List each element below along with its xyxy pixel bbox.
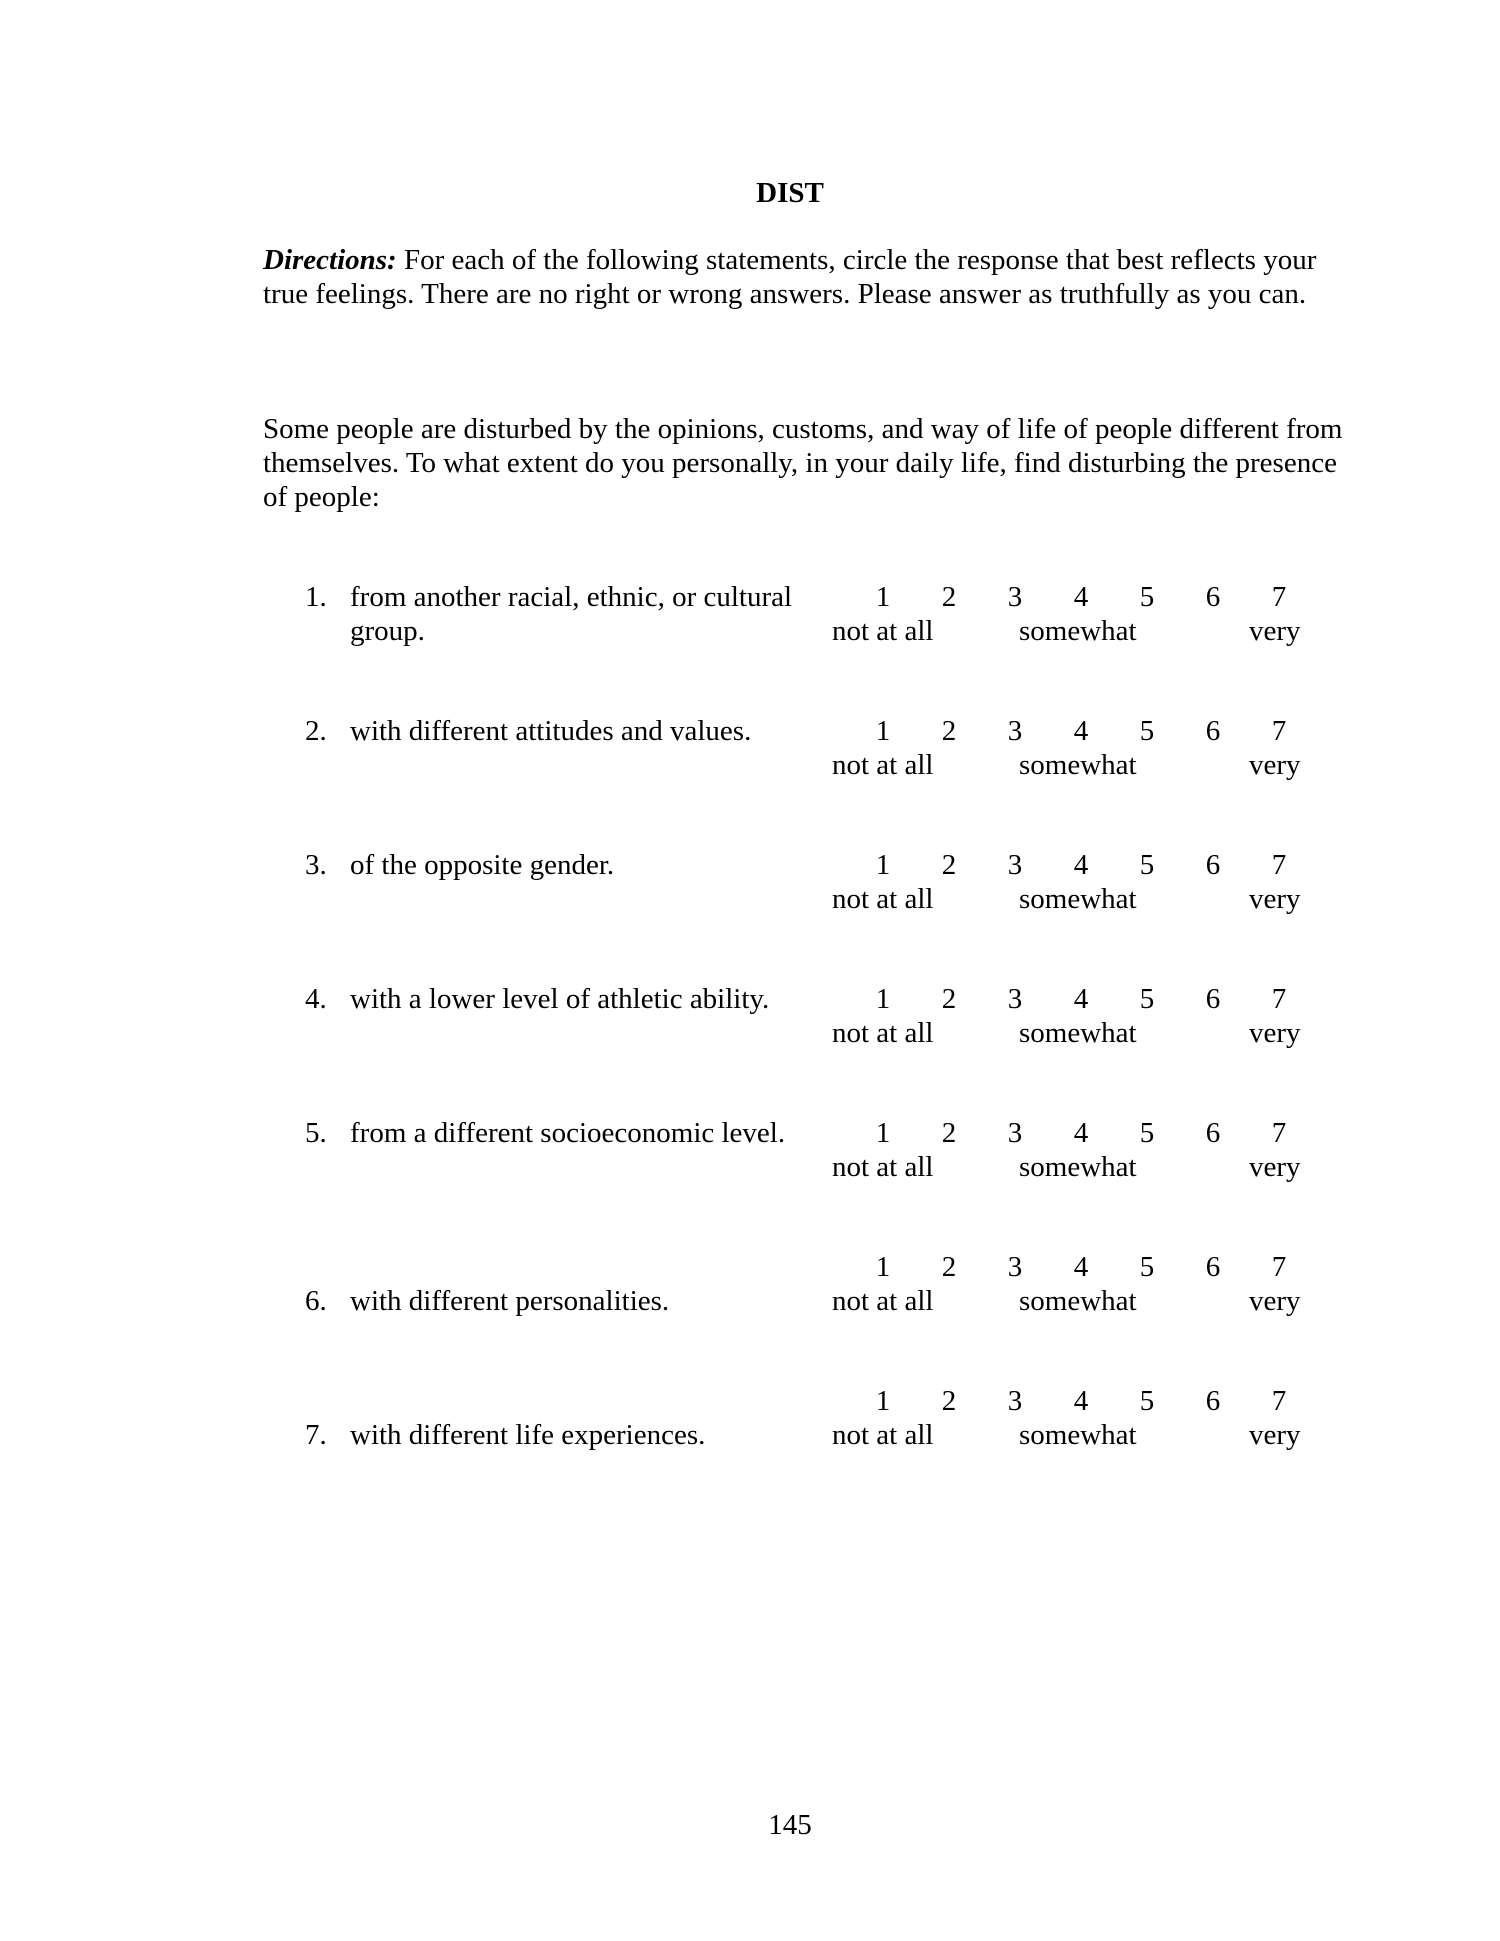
anchor-very: very bbox=[1249, 1285, 1301, 1317]
scale-option-5[interactable]: 5 bbox=[1139, 983, 1155, 1015]
scale-option-2[interactable]: 2 bbox=[941, 983, 957, 1015]
scale-option-1[interactable]: 1 bbox=[875, 715, 891, 747]
scale-option-4[interactable]: 4 bbox=[1073, 1385, 1089, 1417]
scale-option-7[interactable]: 7 bbox=[1271, 983, 1287, 1015]
anchor-very: very bbox=[1249, 1419, 1301, 1451]
scale-option-7[interactable]: 7 bbox=[1271, 581, 1287, 613]
scale-option-4[interactable]: 4 bbox=[1073, 849, 1089, 881]
scale-option-2[interactable]: 2 bbox=[941, 581, 957, 613]
anchor-somewhat: somewhat bbox=[1019, 749, 1137, 781]
scale-option-6[interactable]: 6 bbox=[1205, 581, 1221, 613]
scale-option-3[interactable]: 3 bbox=[1007, 715, 1023, 747]
page-title: DIST bbox=[756, 177, 824, 209]
directions-label: Directions: bbox=[263, 244, 397, 276]
item-text: from a different socioeconomic level. bbox=[350, 1117, 786, 1149]
anchor-not-at-all: not at all bbox=[832, 1419, 934, 1451]
directions-text: For each of the following statements, circle the response that best reflects your true feelings. There are no right or wrong answers. Please answer as truthfully as you can. bbox=[263, 244, 1317, 310]
survey-item-5 bbox=[0, 1116, 1500, 1184]
anchor-somewhat: somewhat bbox=[1019, 883, 1137, 915]
anchor-not-at-all: not at all bbox=[832, 749, 934, 781]
scale-option-6[interactable]: 6 bbox=[1205, 715, 1221, 747]
survey-item-3 bbox=[0, 848, 1500, 916]
scale-option-2[interactable]: 2 bbox=[941, 1251, 957, 1283]
scale-option-5[interactable]: 5 bbox=[1139, 1117, 1155, 1149]
scale-option-5[interactable]: 5 bbox=[1139, 1385, 1155, 1417]
scale-option-7[interactable]: 7 bbox=[1271, 715, 1287, 747]
scale-option-2[interactable]: 2 bbox=[941, 849, 957, 881]
item-number: 3. bbox=[305, 849, 327, 881]
scale-option-1[interactable]: 1 bbox=[875, 581, 891, 613]
scale-option-6[interactable]: 6 bbox=[1205, 1385, 1221, 1417]
item-number: 7. bbox=[305, 1419, 327, 1451]
scale-option-5[interactable]: 5 bbox=[1139, 1251, 1155, 1283]
scale-option-6[interactable]: 6 bbox=[1205, 1117, 1221, 1149]
anchor-not-at-all: not at all bbox=[832, 1017, 934, 1049]
anchor-somewhat: somewhat bbox=[1019, 1017, 1137, 1049]
scale-option-3[interactable]: 3 bbox=[1007, 1251, 1023, 1283]
scale-option-3[interactable]: 3 bbox=[1007, 849, 1023, 881]
scale-option-4[interactable]: 4 bbox=[1073, 1251, 1089, 1283]
anchor-somewhat: somewhat bbox=[1019, 1151, 1137, 1183]
survey-item-2 bbox=[0, 714, 1500, 782]
anchor-somewhat: somewhat bbox=[1019, 1419, 1137, 1451]
scale-option-3[interactable]: 3 bbox=[1007, 581, 1023, 613]
anchor-not-at-all: not at all bbox=[832, 1285, 934, 1317]
item-text: of the opposite gender. bbox=[350, 849, 615, 881]
scale-option-2[interactable]: 2 bbox=[941, 715, 957, 747]
scale-option-7[interactable]: 7 bbox=[1271, 1251, 1287, 1283]
scale-option-3[interactable]: 3 bbox=[1007, 1117, 1023, 1149]
scale-option-1[interactable]: 1 bbox=[875, 983, 891, 1015]
scale-option-4[interactable]: 4 bbox=[1073, 581, 1089, 613]
item-text: with different personalities. bbox=[350, 1285, 670, 1317]
scale-option-7[interactable]: 7 bbox=[1271, 849, 1287, 881]
scale-option-7[interactable]: 7 bbox=[1271, 1117, 1287, 1149]
scale-option-2[interactable]: 2 bbox=[941, 1385, 957, 1417]
item-number: 1. bbox=[305, 581, 327, 613]
anchor-somewhat: somewhat bbox=[1019, 615, 1137, 647]
scale-option-1[interactable]: 1 bbox=[875, 849, 891, 881]
item-text: from another racial, ethnic, or cultural group. bbox=[350, 581, 793, 647]
anchor-very: very bbox=[1249, 1151, 1301, 1183]
item-number: 6. bbox=[305, 1285, 327, 1317]
survey-item-4 bbox=[0, 982, 1500, 1050]
scale-option-4[interactable]: 4 bbox=[1073, 983, 1089, 1015]
scale-option-2[interactable]: 2 bbox=[941, 1117, 957, 1149]
scale-option-1[interactable]: 1 bbox=[875, 1117, 891, 1149]
scale-option-6[interactable]: 6 bbox=[1205, 1251, 1221, 1283]
intro-paragraph: Some people are disturbed by the opinions, customs, and way of life of people different from themselves. To what extent do you personally, in your daily life, find disturbing the presence of people: bbox=[263, 413, 1343, 513]
anchor-somewhat: somewhat bbox=[1019, 1285, 1137, 1317]
anchor-very: very bbox=[1249, 883, 1301, 915]
scale-option-5[interactable]: 5 bbox=[1139, 849, 1155, 881]
item-number: 4. bbox=[305, 983, 327, 1015]
scale-option-4[interactable]: 4 bbox=[1073, 715, 1089, 747]
survey-item-1 bbox=[0, 580, 1500, 648]
anchor-very: very bbox=[1249, 615, 1301, 647]
anchor-not-at-all: not at all bbox=[832, 615, 934, 647]
anchor-very: very bbox=[1249, 749, 1301, 781]
survey-item-7 bbox=[0, 1384, 1500, 1452]
scale-option-1[interactable]: 1 bbox=[875, 1385, 891, 1417]
scale-option-1[interactable]: 1 bbox=[875, 1251, 891, 1283]
scale-option-4[interactable]: 4 bbox=[1073, 1117, 1089, 1149]
scale-option-3[interactable]: 3 bbox=[1007, 983, 1023, 1015]
item-text: with different life experiences. bbox=[350, 1419, 706, 1451]
anchor-not-at-all: not at all bbox=[832, 1151, 934, 1183]
survey-item-6 bbox=[0, 1250, 1500, 1318]
item-number: 5. bbox=[305, 1117, 327, 1149]
scale-option-6[interactable]: 6 bbox=[1205, 983, 1221, 1015]
page-number: 145 bbox=[768, 1809, 812, 1841]
scale-option-5[interactable]: 5 bbox=[1139, 715, 1155, 747]
scale-option-5[interactable]: 5 bbox=[1139, 581, 1155, 613]
item-number: 2. bbox=[305, 715, 327, 747]
anchor-very: very bbox=[1249, 1017, 1301, 1049]
scale-option-7[interactable]: 7 bbox=[1271, 1385, 1287, 1417]
anchor-not-at-all: not at all bbox=[832, 883, 934, 915]
scale-option-6[interactable]: 6 bbox=[1205, 849, 1221, 881]
item-text: with a lower level of athletic ability. bbox=[350, 983, 770, 1015]
scale-option-3[interactable]: 3 bbox=[1007, 1385, 1023, 1417]
item-text: with different attitudes and values. bbox=[350, 715, 752, 747]
directions-paragraph bbox=[263, 243, 1343, 311]
